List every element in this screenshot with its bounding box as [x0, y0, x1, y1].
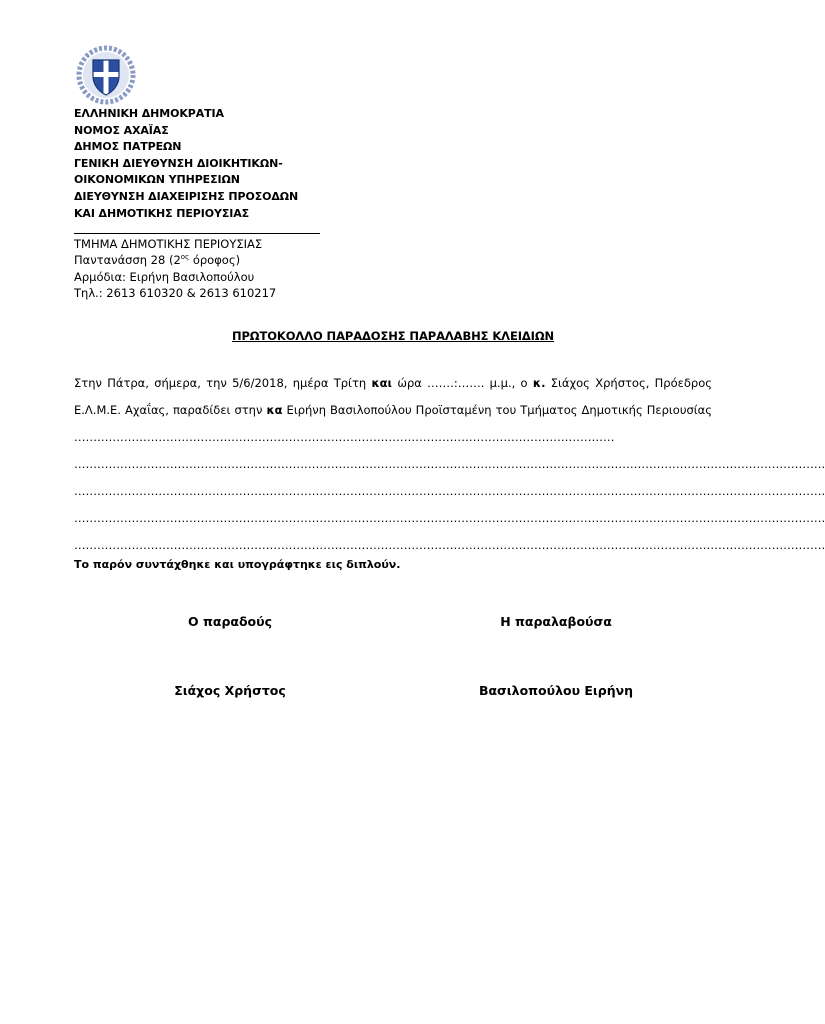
protocol-paragraph: Στην Πάτρα, σήμερα, την 5/6/2018, ημέρα Τρίτη και ώρα …….:……. μ.μ., ο κ. Σιάχος Χρήστος, Πρόεδρος Ε.Λ.Μ.Ε. Αχαΐας, παραδίδει στην κα Ειρήνη Βασιλοπούλου Προϊσταμένη του Τμήματος Δημοτικής Περιουσίας …………………………………………………………………………………………………………………………… [74, 376, 712, 444]
blank-dotted-line: ……………………………………………………………………………………………………………………………………………………………………………. [74, 511, 825, 525]
department-info [74, 236, 374, 302]
closing-statement: Το παρόν συντάχθηκε και υπογράφτηκε εις διπλούν. [74, 558, 401, 571]
header-line: ΔΗΜΟΣ ΠΑΤΡΕΩΝ [74, 140, 182, 154]
header-line: ΕΛΛΗΝΙΚΗ ΔΗΜΟΚΡΑΤΙΑ [74, 107, 224, 120]
department-phone: Τηλ.: 2613 610320 & 2613 610217 [74, 286, 277, 301]
signature-name-recipient: Βασιλοπούλου Ειρήνη [478, 683, 634, 698]
header-line: ΓΕΝΙΚΗ ΔΙΕΥΘΥΝΣΗ ΔΙΟΙΚΗΤΙΚΩΝ- [74, 156, 283, 170]
blank-dotted-line: ……………………………………………………………………………………………………………………………………………………………………………. [74, 457, 825, 471]
header-line: ΔΙΕΥΘΥΝΣΗ ΔΙΑΧΕΙΡΙΣΗΣ ΠΡΟΣΟΔΩΝ [74, 189, 299, 203]
issuing-authority-header [74, 106, 324, 222]
department-contact: Αρμόδια: Ειρήνη Βασιλοπούλου [74, 269, 255, 284]
department-name: ΤΜΗΜΑ ΔΗΜΟΤΙΚΗΣ ΠΕΡΙΟΥΣΙΑΣ [74, 237, 263, 251]
header-divider [74, 233, 320, 234]
signature-name-deliverer: Σιάχος Χρήστος [174, 683, 286, 698]
department-address: Παντανάσση 28 ($2^{o\varsigma}$ όροφος) [74, 253, 241, 268]
document-title: ΠΡΩΤΟΚΟΛΛΟ ΠΑΡΑΔΟΣΗΣ ΠΑΡΑΛΑΒΗΣ ΚΛΕΙΔΙΩΝ [231, 329, 555, 343]
document-body [74, 370, 825, 559]
blank-dotted-line: ……………………………………………………………………………………………………………………………………………………………………………. [74, 484, 825, 498]
header-line: ΚΑΙ ΔΗΜΟΤΙΚΗΣ ΠΕΡΙΟΥΣΙΑΣ [74, 206, 250, 220]
header-line: ΝΟΜΟΣ ΑΧΑΪΑΣ [74, 123, 169, 137]
header-line: ΟΙΚΟΝΟΜΙΚΩΝ ΥΠΗΡΕΣΙΩΝ [74, 173, 240, 187]
coat-of-arms-icon [77, 46, 135, 104]
blank-dotted-line: ……………………………………………………………………………………………………………………………………………………………………………. [74, 538, 825, 552]
signature-role-deliverer: Ο παραδούς [187, 614, 272, 629]
signature-role-recipient: Η παραλαβούσα [500, 614, 612, 629]
